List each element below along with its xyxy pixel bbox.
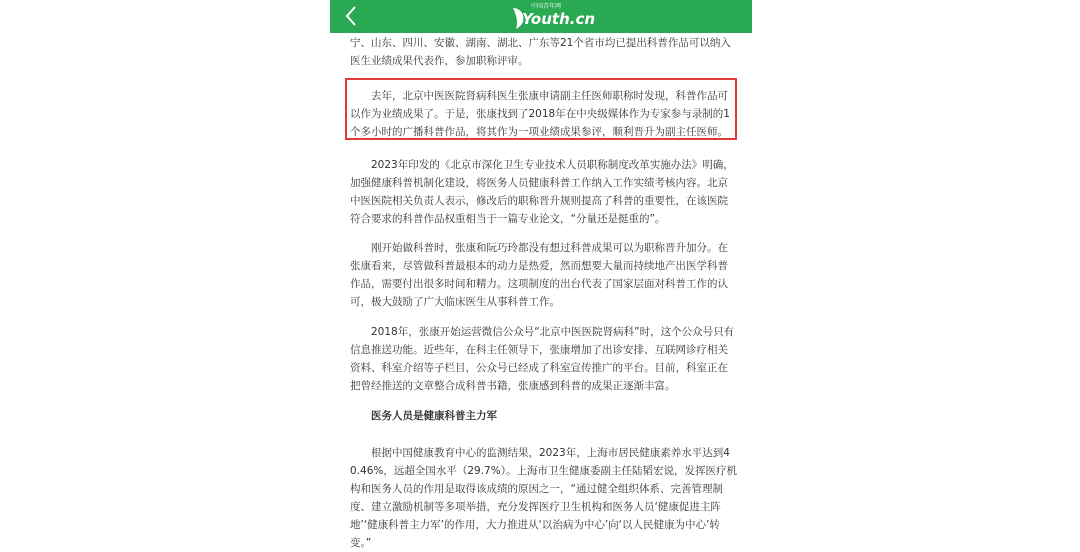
logo-badge: 中国青年网 [531,3,562,10]
top-bar [330,0,752,33]
article-paragraph: 宁、山东、四川、安徽、湖南、湖北、广东等21个省市均已提出科普作品可以纳入医生业绩成果代表作，参加职称评审。 [350,37,731,67]
site-logo [512,2,602,32]
section-heading: 医务人员是健康科普主力军 [371,410,497,422]
article-paragraph: 刚开始做科普时，张康和阮巧玲都没有想过科普成果可以为职称晋升加分。在张康看来，尽管做科普最根本的动力是热爱，然而想要大量而持续地产出医学科普作品，需要付出很多时间和精力。这项制度的出台代表了国家层面对科普工作的认可，极大鼓励了广大临床医生从事科普工作。 [350,242,728,308]
logo-text: Youth.cn [522,10,596,28]
article-paragraph: 2018年，张康开始运营微信公众号“北京中医医院肾病科”时，这个公众号只有信息推送功能。近些年，在科主任领导下，张康增加了出诊安排、互联网诊疗相关资料、科室介绍等子栏目，公众号已经成了科室宣传推广的平台。目前，科室正在把曾经推送的文章整合成科普书籍，张康感到科普的成果正逐渐丰富。 [350,326,735,392]
highlight-box [345,78,737,140]
article-paragraph: 2023年印发的《北京市深化卫生专业技术人员职称制度改革实施办法》明确，加强健康科普机制化建设，将医务人员健康科普工作纳入工作实绩考核内容。北京中医医院相关负责人表示，修改后的职称晋升规则提高了科普的重要性，在该医院符合要求的科普作品权重相当于一篇专业论文，“分量还是挺重的”。 [350,159,734,225]
back-button[interactable] [340,3,366,29]
article-paragraph: 根据中国健康教育中心的监测结果，2023年，上海市居民健康素养水平达到40.46%，远超全国水平（29.7%）。上海市卫生健康委副主任陆韬宏说，发挥医疗机构和医务人员的作用是取得该成绩的原因之一，“通过健全组织体系、完善管理制度、建立激励机制等多项举措，充分发挥医疗卫生机构和医务人员‘健康促进主阵地’‘健康科普主力军’的作用，大力推进从‘以治病为中心’向‘以人民健康为中心’转变。” [350,447,737,549]
chevron-left-icon [340,3,366,29]
article-paragraph: 去年，北京中医医院肾病科医生张康申请副主任医师职称时发现，科普作品可以作为业绩成果了。于是，张康找到了2018年在中央级媒体作为专家参与录制的1个多小时的广播科普作品，将其作为一项业绩成果参评，顺利晋升为副主任医师。 [350,90,730,138]
